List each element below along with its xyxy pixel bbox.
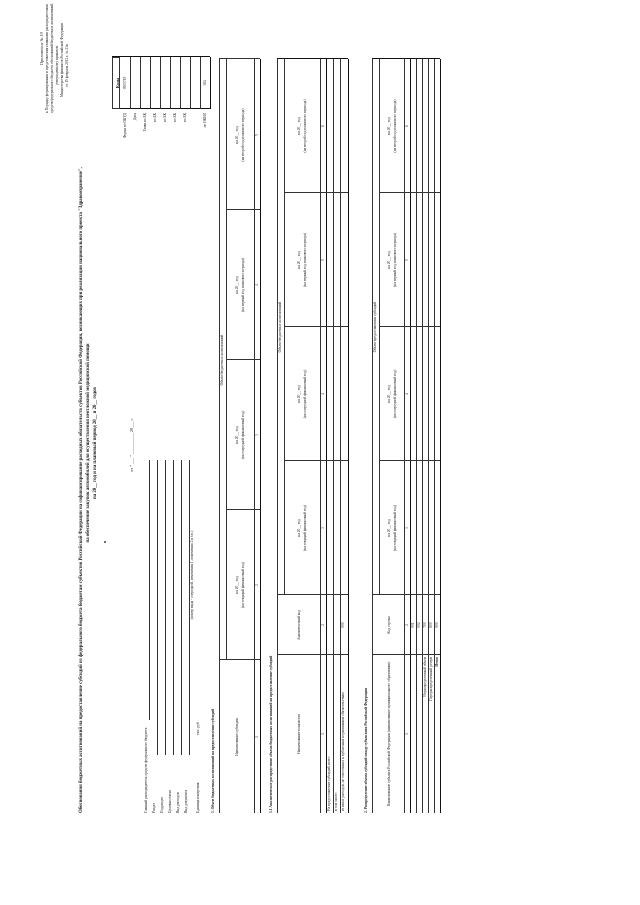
col-number: 6: [405, 125, 409, 127]
year-note: (на первый год планового периода): [303, 233, 307, 287]
col-number: 2: [321, 624, 325, 626]
year-header: на 20__ год: [387, 117, 391, 135]
year-header: на 20__ год: [387, 251, 391, 269]
table-row-code: 700: [423, 622, 427, 628]
col-number: 5: [321, 259, 325, 261]
group-header: Объем бюджетных ассигнований: [220, 334, 224, 386]
form-date: от " ___ " __________ 20___ г.: [129, 418, 134, 472]
table-row-code: 001: [411, 622, 415, 628]
col-header: Аналитический код: [297, 609, 301, 641]
year-note: (на очередной финансовый год): [393, 369, 397, 419]
table-row-code: 900: [435, 622, 439, 628]
appendix-line: от 15 февраля 2012 г. № 23н: [65, 44, 69, 87]
code-label: Дата: [133, 113, 137, 121]
year-header: на 20__ год: [387, 519, 391, 537]
year-note: (на второй год планового периода): [393, 99, 397, 153]
col-number: 3: [321, 527, 325, 529]
field-caption: (номер вида - очередной, изменения 1, изменения 2 и т.п.): [190, 530, 194, 620]
field-label: Вид документа: [184, 789, 188, 813]
table-row-code: 800: [429, 622, 433, 628]
col-number: 6: [321, 125, 325, 127]
table-row-code: 000: [341, 622, 345, 628]
year-header: на 20__ год: [297, 519, 301, 537]
code-label: по БК: [163, 113, 167, 123]
codes-title: Коды: [115, 77, 120, 89]
year-note: (на второй год планового периода): [241, 108, 245, 162]
appendix-line: средств федерального бюджета обоснований бюджетных ассигнований,: [50, 2, 54, 113]
table-row-code: 002: [417, 622, 421, 628]
year-note: (на очередной финансовый год): [303, 369, 307, 419]
year-header: на 20__ год: [235, 576, 239, 594]
code-label: по ОКЕИ: [203, 113, 207, 128]
col-number: 4: [405, 393, 409, 395]
col-number: 1: [321, 733, 325, 735]
form-title: Обоснования бюджетных ассигнований на предоставление субсидий из федерального бюджета бюджетам субъектов Российской Федерации на софинансирование расходных обязательств субъектов Российской Федерации, возникающих при реализации национального проекта "Здравоохранение",: [79, 167, 84, 813]
code-label: по БК: [173, 113, 177, 123]
year-note: (на первый год планового периода): [241, 258, 245, 312]
col-number: 1: [255, 736, 259, 738]
section-2-title: 2. Распределение объема субсидий между субъектами Российской Федерации: [364, 687, 368, 813]
scan-speck: [104, 542, 106, 544]
table-row-label: На предоставление субсидий, всего: [327, 756, 331, 811]
col-header: Код строки: [387, 616, 391, 634]
code-value: 0505719: [123, 76, 127, 90]
field-label: Главный распорядитель средств федерального бюджета: [144, 727, 148, 813]
table-row-label: из иных расходов, не отнесенных к публичным нормативным обязательствам: [341, 692, 345, 811]
year-header: на 20__ год: [297, 251, 301, 269]
appendix-line: к Порядку формирования и представления главными распорядителями: [45, 4, 49, 113]
year-note: (на второй год планового периода): [303, 99, 307, 153]
section-1-title: 1. Объем бюджетных ассигнований на предоставление субсидий: [211, 708, 215, 813]
col-header: Наименование субсидии: [235, 718, 239, 756]
col-number: 3: [255, 434, 259, 436]
table-row-label: Итого: [435, 657, 439, 667]
year-header: на 20__ год: [235, 126, 239, 144]
col-number: 5: [405, 259, 409, 261]
code-label: по БК: [153, 113, 157, 123]
year-header: на 20__ год: [297, 385, 301, 403]
section-1-1-title: 1.1 Аналитическое распределение объема бюджетных ассигнований на предоставление субсидий: [269, 655, 273, 813]
year-header: на 20__ год: [235, 426, 239, 444]
col-number: 3: [405, 527, 409, 529]
col-number: 5: [255, 134, 259, 136]
appendix-line: Министерства финансов Российской Федерации: [60, 22, 64, 97]
appendix-line: утвержденному приказом: [55, 45, 59, 85]
year-note: (на текущий финансовый год): [393, 505, 397, 551]
form-title-line3: на 20__ год и на плановый период 20__ и 20__ годов: [93, 387, 98, 499]
field-label: Подраздел: [160, 796, 164, 813]
year-header: на 20__ год: [387, 385, 391, 403]
year-note: (на текущий финансовый год): [241, 562, 245, 608]
year-note: (на текущий финансовый год): [303, 505, 307, 551]
code-value: 384: [203, 80, 207, 86]
code-label: Глава по БК: [143, 113, 147, 132]
group-header: Объем предоставления субсидий: [373, 301, 377, 353]
form-title-line2: на обеспечение закупок автомобилей для осуществления неотложной медицинской помощи: [86, 343, 91, 543]
field-label: Вид расходов: [176, 792, 180, 813]
table-row-label: Нераспределенный объем: [423, 657, 427, 697]
col-header: Наименование показателя: [297, 714, 301, 754]
code-label: Форма по ОКУД: [123, 113, 127, 139]
col-number: 4: [321, 393, 325, 395]
year-note: (на очередной финансовый год): [241, 410, 245, 460]
unit-value: тыс. руб: [196, 722, 200, 735]
col-number: 2: [255, 584, 259, 586]
field-label: Целевая статья: [168, 790, 172, 813]
field-label: Единица измерения:: [196, 781, 200, 813]
col-number: 2: [405, 624, 409, 626]
code-label: по БК: [183, 113, 187, 123]
year-header: на 20__ год: [297, 117, 301, 135]
col-number: 4: [255, 284, 259, 286]
table-row-label: в том числе:: [334, 792, 338, 811]
year-header: на 20__ год: [235, 276, 239, 294]
col-header: Наименование субъекта Российской Федерации (наименование муниципального образования): [387, 661, 391, 807]
appendix-number: Приложение № 19: [39, 32, 44, 65]
group-header: Объем бюджетных ассигнований: [278, 301, 282, 353]
table-row-label: Перераспределенный резерв: [429, 657, 433, 701]
col-number: 1: [405, 733, 409, 735]
year-note: (на первый год планового периода): [393, 233, 397, 287]
field-label: Раздел: [152, 802, 156, 813]
